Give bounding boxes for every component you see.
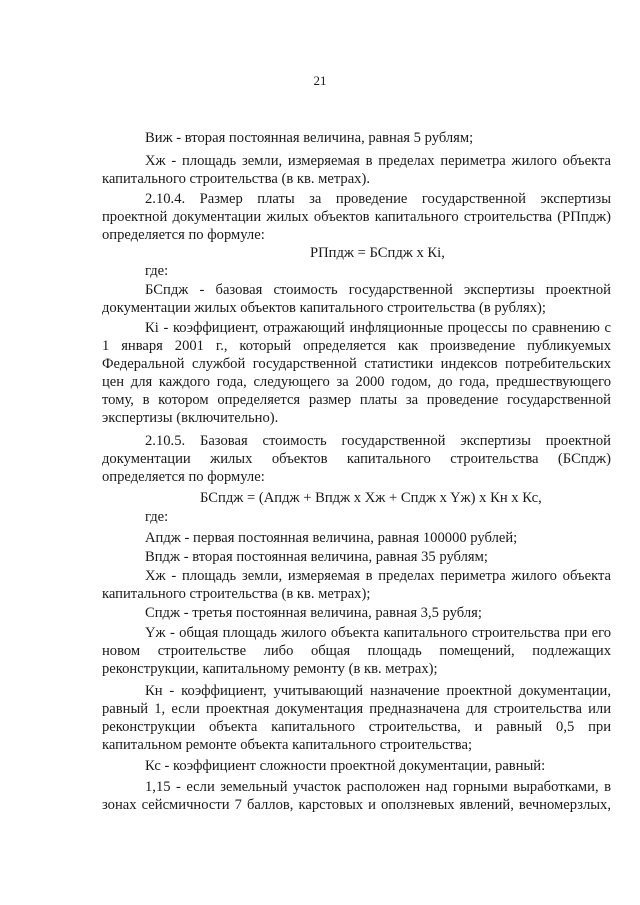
text-line: 1,15 - если земельный участок расположен над горными выработками, в	[145, 779, 611, 795]
text-line: БСпдж - базовая стоимость государственной экспертизы проектной	[145, 282, 611, 298]
text-line: экспертизы (включительно).	[102, 410, 279, 426]
text-line: документации жилых объектов капитального строительства (БСпдж)	[102, 451, 611, 467]
text-line: новом строительстве либо общая площадь помещений, подлежащих	[102, 643, 611, 659]
text-line: Спдж - третья постоянная величина, равная 3,5 рубля;	[145, 605, 482, 621]
text-line: 2.10.4. Размер платы за проведение государственной экспертизы	[145, 191, 611, 207]
text-line: проектной документации жилых объектов капитального строительства (РПпдж)	[102, 209, 611, 225]
text-line: тому, в котором определяется размер платы за проведение государственной	[102, 392, 611, 408]
text-line: 1 января 2001 г., который определяется как произведение публикуемых	[102, 338, 611, 354]
text-line: Виж - вторая постоянная величина, равная 5 рублям;	[145, 130, 474, 146]
text-line: капитального строительства (в кв. метрах);	[102, 586, 371, 602]
text-line: Апдж - первая постоянная величина, равная 100000 рублей;	[145, 530, 518, 546]
text-line: капитальном ремонте объекта капитального строительства;	[102, 737, 473, 753]
text-line: реконструкции, капитальному ремонту (в кв. метрах);	[102, 661, 438, 677]
text-line: где:	[145, 509, 169, 525]
formula-bspdzh: БСпдж = (Апдж + Впдж x Хж + Спдж x Yж) x Кн x Кс,	[200, 490, 542, 506]
text-line: Кi - коэффициент, отражающий инфляционные процессы по сравнению с	[145, 320, 611, 336]
text-line: Впдж - вторая постоянная величина, равная 35 рублям;	[145, 549, 488, 565]
text-line: равный 1, если проектная документация предназначена для строительства или	[102, 701, 611, 717]
text-line: Федеральной службой государственной статистики индексов потребительских	[102, 356, 611, 372]
text-line: Кс - коэффициент сложности проектной документации, равный:	[145, 758, 546, 774]
text-line: определяется по формуле:	[102, 469, 265, 485]
page-number: 21	[313, 73, 327, 88]
text-line: где:	[145, 263, 169, 279]
text-line: документации жилых объектов капитального строительства (в рублях);	[102, 300, 546, 316]
formula-rppdzh: РПпдж = БСпдж x Кi,	[310, 245, 445, 261]
text-line: 2.10.5. Базовая стоимость государственной экспертизы проектной	[145, 433, 611, 449]
text-line: Хж - площадь земли, измеряемая в пределах периметра жилого объекта	[145, 568, 611, 584]
text-line: зонах сейсмичности 7 баллов, карстовых и оползневых явлений, вечномерзлых,	[102, 797, 611, 813]
text-line: определяется по формуле:	[102, 227, 265, 243]
text-line: реконструкции объекта капитального строительства, и равный 0,5 при	[102, 719, 611, 735]
text-line: Кн - коэффициент, учитывающий назначение проектной документации,	[145, 683, 611, 699]
text-line: Yж - общая площадь жилого объекта капитального строительства при его	[145, 625, 611, 641]
text-line: капитального строительства (в кв. метрах).	[102, 171, 370, 187]
text-line: цен для каждого года, следующего за 2000 годом, до года, предшествующего	[102, 374, 611, 390]
text-line: Хж - площадь земли, измеряемая в пределах периметра жилого объекта	[145, 153, 611, 169]
